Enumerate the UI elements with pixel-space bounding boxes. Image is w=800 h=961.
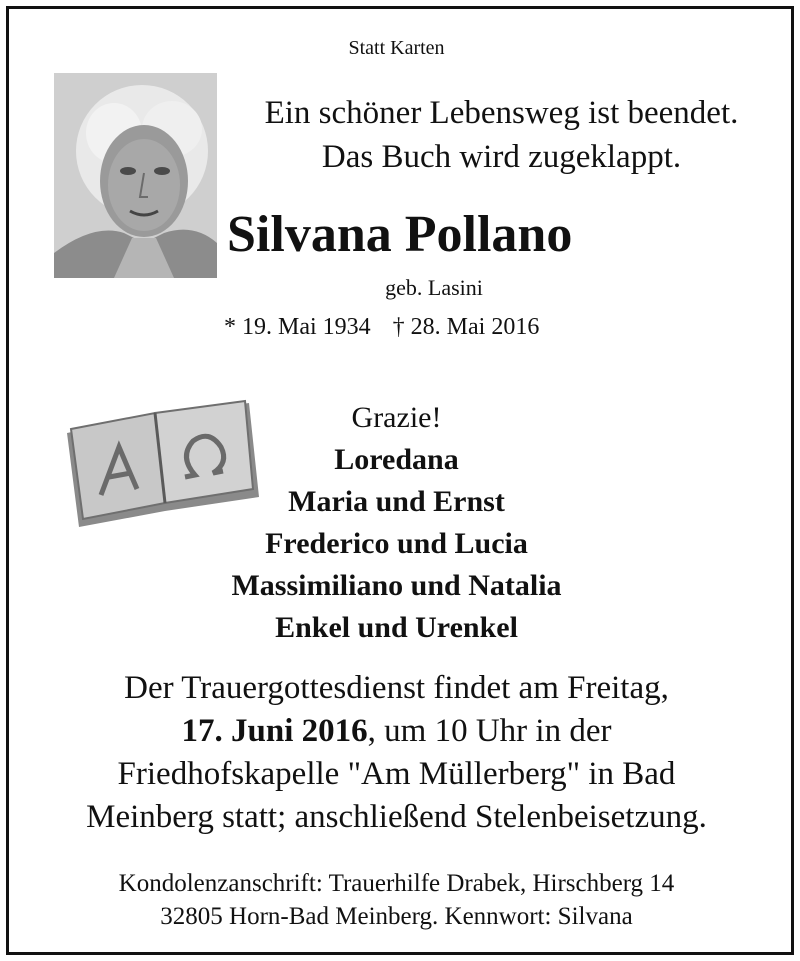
service-info [9,667,784,839]
condolence-address [9,867,784,933]
obituary-notice [6,6,794,955]
mourner-line: Massimiliano und Natalia [231,569,562,602]
mourner-line: Frederico und Lucia [265,527,528,560]
contact-line: Kondolenzanschrift: Trauerhilfe Drabek, Hirschberg 14 [118,870,675,897]
service-date: 17. Juni 2016 [181,713,368,749]
mourner-line: Loredana [334,443,459,476]
deceased-name: Silvana Pollano [227,206,573,263]
quote-line: Ein schöner Lebensweg ist beendet. [264,95,739,131]
service-time: , um 10 Uhr in der [367,713,612,749]
portrait-photo [54,73,217,278]
thanks-heading: Grazie! [351,401,442,434]
service-line: Friedhofskapelle "Am Müllerberg" in Bad [117,756,676,792]
birth-date: * 19. Mai 1934 [224,314,371,340]
mourner-line: Enkel und Urenkel [275,611,518,644]
contact-line: 32805 Horn-Bad Meinberg. Kennwort: Silvana [160,903,633,930]
quote-line: Das Buch wird zugeklappt. [321,139,682,175]
life-dates [224,314,634,341]
service-line: Der Trauergottesdienst findet am Freitag, [124,670,669,706]
header-label: Statt Karten [348,37,445,59]
death-date: † 28. Mai 2016 [392,314,540,340]
service-line [9,710,784,753]
service-line: Meinberg statt; anschließend Stelenbeisetzung. [86,799,707,835]
thanks-section [9,397,784,649]
maiden-name: geb. Lasini [385,275,483,300]
quote [219,91,784,179]
mourner-line: Maria und Ernst [288,485,505,518]
